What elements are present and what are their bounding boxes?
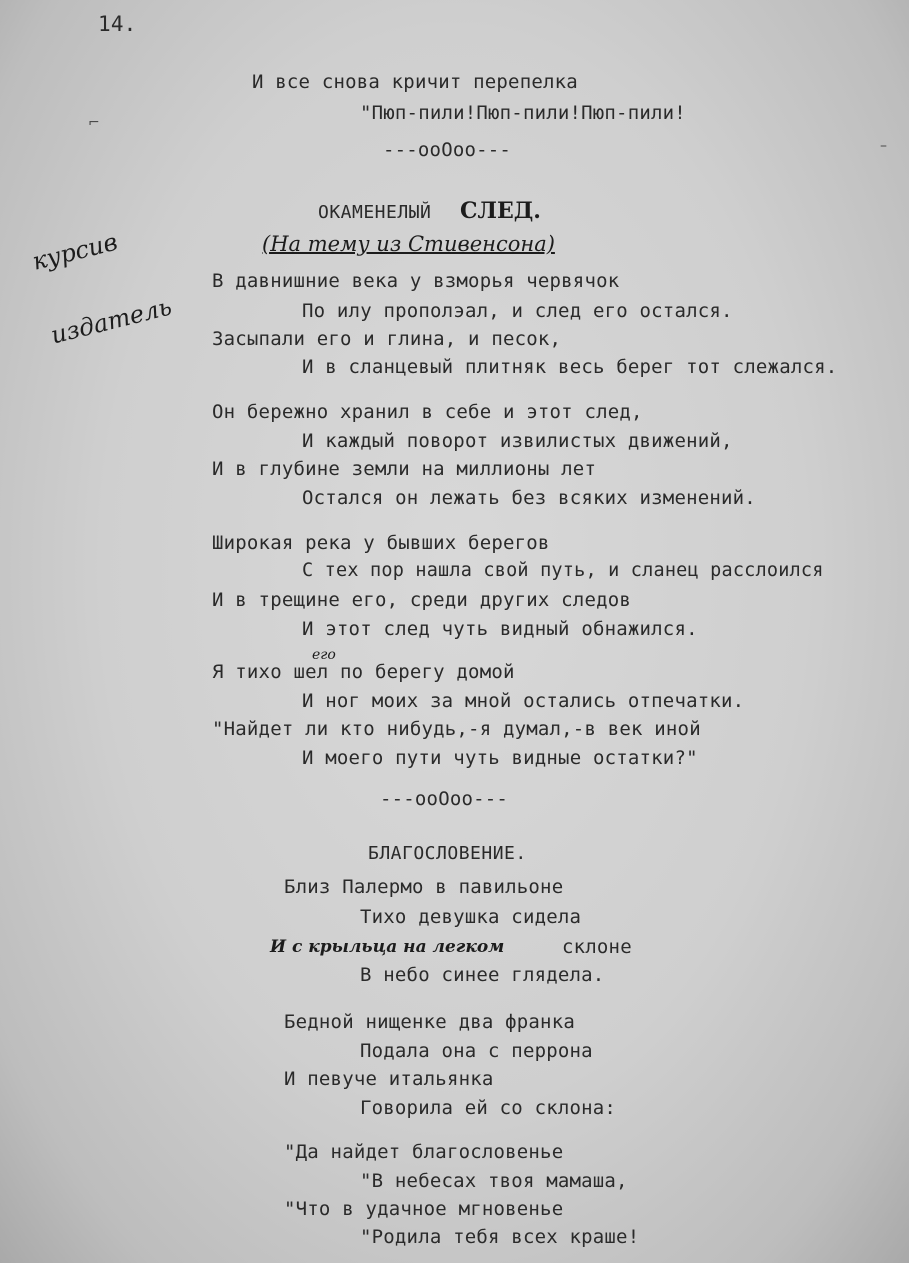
poem-line: И моего пути чуть видные остатки?" xyxy=(302,747,698,769)
poem-line: И каждый поворот извилистых движений, xyxy=(302,430,733,452)
poem-line: "Родила тебя всех краше! xyxy=(360,1226,640,1248)
poem-subtitle-handwritten: (На тему из Стивенсона) xyxy=(262,232,555,256)
margin-handwritten-note xyxy=(18,172,186,397)
poem-line: В давнишние века у взморья червячок xyxy=(212,270,620,292)
intro-line: "Пюп-пили!Пюп-пили!Пюп-пили! xyxy=(360,102,686,124)
poem-line: Говорила ей со склона: xyxy=(360,1097,617,1119)
poem-line: И певуче итальянка xyxy=(284,1068,494,1090)
section-separator: ---ooOoo--- xyxy=(383,139,512,161)
poem-line: Он бережно хранил в себе и этот след, xyxy=(212,401,643,423)
margin-note-line: издатель xyxy=(47,292,175,350)
poem-line: По илу прополэал, и след его остался. xyxy=(302,300,733,322)
poem-line: Подала она с перрона xyxy=(360,1040,593,1062)
poem-title-handwritten: СЛЕД. xyxy=(460,198,541,224)
poem-title: БЛАГОСЛОВЕНИЕ. xyxy=(368,843,527,864)
poem-line: Остался он лежать без всяких изменений. xyxy=(302,487,756,509)
margin-tick-mark: ⌐ xyxy=(88,115,100,131)
poem-line: Я тихо шел по берегу домой xyxy=(212,661,515,683)
poem-line: Широкая река у бывших берегов xyxy=(212,532,550,554)
poem-line: Тихо девушка сидела xyxy=(360,906,582,928)
poem-title-typed: ОКАМЕНЕЛЫЙ xyxy=(318,202,432,223)
poem-line: И в сланцевый плитняк весь берег тот слежался. xyxy=(302,356,838,378)
poem-line: И в трещине его, среди других следов xyxy=(212,589,632,611)
poem-line: "Найдет ли кто нибудь,-я думал,-в век иной xyxy=(212,718,701,740)
poem-line: И этот след чуть видный обнажился. xyxy=(302,618,698,640)
poem-line: В небо синее глядела. xyxy=(360,964,605,986)
section-separator: ---ooOoo--- xyxy=(380,788,509,810)
handwritten-correction: его xyxy=(312,647,336,663)
poem-line: И в глубине земли на миллионы лет xyxy=(212,458,597,480)
poem-line: Близ Палермо в павильоне xyxy=(284,876,564,898)
margin-tick-mark: – xyxy=(880,138,887,154)
poem-line: Засыпали его и глина, и песок, xyxy=(212,328,562,350)
poem-line: И ног моих за мной остались отпечатки. xyxy=(302,690,745,712)
poem-line: склоне xyxy=(562,936,632,958)
page-number: 14. xyxy=(98,12,137,36)
margin-note-line: курсив xyxy=(29,228,121,277)
poem-line: "Да найдет благословенье xyxy=(284,1141,564,1163)
poem-line: Бедной нищенке два франка xyxy=(284,1011,575,1033)
poem-line: С тех пор нашла свой путь, и сланец расслоился xyxy=(302,560,824,581)
poem-line: "Что в удачное мгновенье xyxy=(284,1198,564,1220)
intro-line: И все снова кричит перепелка xyxy=(252,71,578,93)
handwritten-insert: И с крыльца на легком xyxy=(270,937,505,957)
poem-line: "В небесах твоя мамаша, xyxy=(360,1170,628,1192)
